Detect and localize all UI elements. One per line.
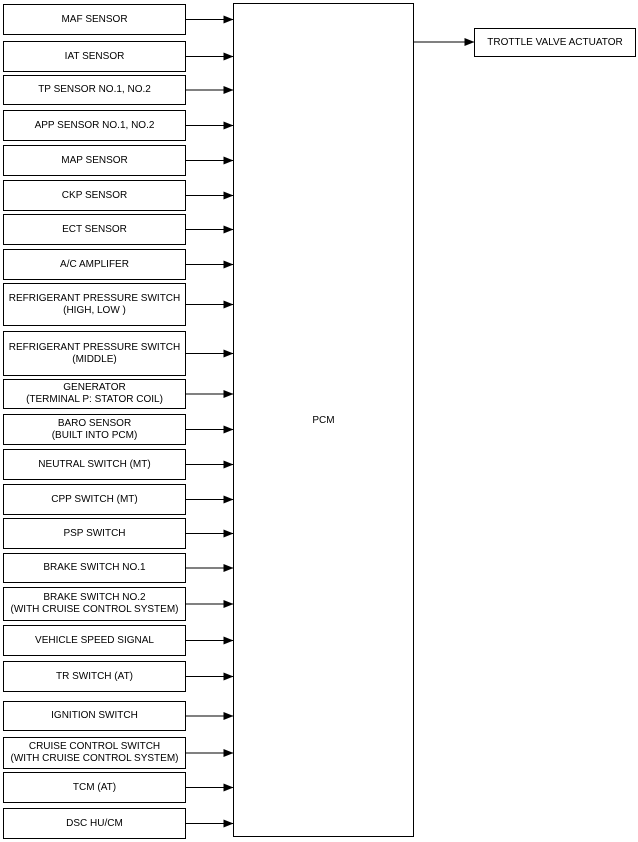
input-label-line: TCM (AT) [72, 781, 117, 793]
pcm-block [233, 3, 414, 837]
input-label-line: (MIDDLE) [72, 353, 117, 365]
pcm-label: PCM [312, 414, 335, 426]
input-label-line: (HIGH, LOW ) [63, 304, 126, 316]
input-box [3, 587, 186, 621]
input-box [3, 625, 186, 656]
input-label-line: (TERMINAL P: STATOR COIL) [26, 394, 163, 405]
input-box [3, 772, 186, 803]
input-label-line: TP SENSOR NO.1, NO.2 [38, 84, 151, 95]
input-box [3, 484, 186, 515]
input-label-line: IAT SENSOR [64, 50, 125, 62]
input-label-line: NEUTRAL SWITCH (MT) [38, 458, 151, 470]
output-label: TROTTLE VALVE ACTUATOR [487, 37, 623, 48]
input-box [3, 379, 186, 409]
trottle-valve-actuator-box [474, 28, 636, 57]
input-label-line: (BUILT INTO PCM) [51, 429, 138, 441]
input-box [3, 449, 186, 480]
input-box [3, 75, 186, 105]
input-box [3, 808, 186, 839]
input-label-line: CRUISE CONTROL SWITCH [28, 741, 161, 752]
input-label-line: BARO SENSOR [57, 417, 132, 429]
input-label-line: MAP SENSOR [61, 154, 128, 166]
input-label-line: A/C AMPLIFER [60, 258, 129, 270]
input-box [3, 737, 186, 769]
input-box [3, 701, 186, 731]
input-box [3, 661, 186, 692]
input-box [3, 331, 186, 376]
input-box [3, 145, 186, 176]
input-label-line: IGNITION SWITCH [51, 710, 138, 721]
input-label-line: REFRIGERANT PRESSURE SWITCH [8, 292, 181, 304]
input-label-line: CPP SWITCH (MT) [51, 493, 138, 505]
input-label-line: (WITH CRUISE CONTROL SYSTEM) [10, 753, 179, 764]
input-box [3, 518, 186, 549]
input-box [3, 283, 186, 326]
input-label-line: REFRIGERANT PRESSURE SWITCH [8, 341, 181, 353]
input-arrows [186, 20, 233, 824]
input-box [3, 110, 186, 141]
input-label-line: VEHICLE SPEED SIGNAL [35, 634, 154, 646]
input-box [3, 41, 186, 72]
input-label-line: APP SENSOR NO.1, NO.2 [34, 119, 155, 131]
input-label-line: TR SWITCH (AT) [55, 670, 134, 682]
input-label-line: ECT SENSOR [62, 223, 127, 235]
input-label-line: BRAKE SWITCH NO.2 [43, 592, 146, 603]
input-box [3, 414, 186, 445]
input-label-line: PSP SWITCH [63, 527, 126, 539]
input-box [3, 249, 186, 280]
input-box [3, 180, 186, 211]
input-box [3, 553, 186, 583]
input-label-line: (WITH CRUISE CONTROL SYSTEM) [10, 604, 179, 615]
input-label-line: DSC HU/CM [66, 817, 123, 829]
input-box [3, 214, 186, 245]
input-label-line: MAF SENSOR [61, 13, 128, 25]
input-box [3, 4, 186, 35]
input-label-line: GENERATOR [63, 382, 126, 393]
input-label-line: BRAKE SWITCH NO.1 [43, 562, 146, 573]
input-label-line: CKP SENSOR [61, 189, 128, 201]
